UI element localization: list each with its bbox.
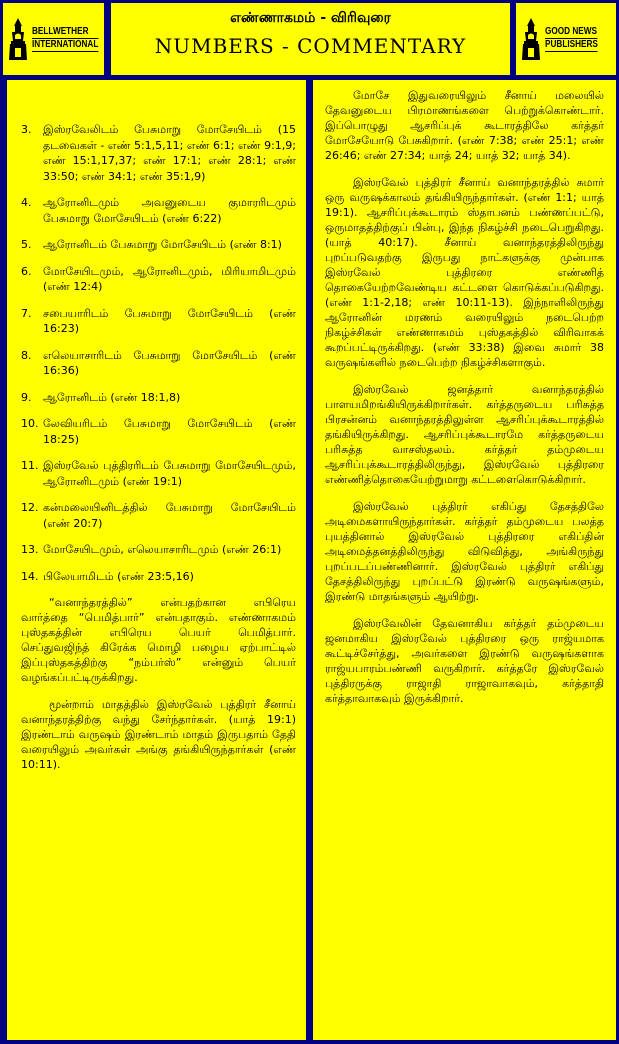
left-column [7,80,306,1040]
list-number: 11. [21,459,39,472]
header-title [111,3,510,75]
bellwether-logo [3,3,104,75]
list-number: 8. [21,348,32,362]
paragraph: மோசே இதுவரையிலும் சீனாய் மலையில் தேவனுடைய பிரமாணங்களை பெற்றுக்கொண்டார். இப்பொழுது ஆசரிப்புக் கூடாரத்திலே கர்த்தர் மோசேயோடு பேசுகிறார். (எண் 7:38; எண் 25:1; எண் 26:46; எண் 27:34; யாத் 24; யாத் 32; யாத் 34). [325,89,604,162]
list-text: ஆரோனிடம் பேசுமாறு மோசேயிடம் (எண் 8:1) [43,238,282,251]
list-number: 12. [21,501,39,514]
list-number: 7. [21,306,32,320]
numbered-list [21,122,296,584]
list-text: மோசேயிடமும், எலெயாசாரிடமும் (எண் 26:1) [43,543,282,556]
bell-tower-icon [520,17,542,61]
list-number: 9. [21,390,32,404]
list-item [21,306,296,337]
paragraph: இஸ்ரவேல் புத்திரர் சீனாய் வனாந்தரத்தில் சுமார் ஒரு வருஷக்காலம் தங்கியிருந்தார்கள். (எண் 1:1; யாத் 19:1). ஆசரிப்புக்கூடாரம் ஸ்தாபனம் பண்ணப்பட்டு, ஒருமாதத்திற்குப் பின்பு, இந்த நிகழ்ச்சி நடைபெறுகிறது. (யாத் 40:17). சீனாய் வனாந்தரத்திலிருந்து புறப்படுவதற்கு இருபது நாட்களுக்கு முன்பாக இஸ்ரவேல் புத்திரரை எண்ணித் தொகையேற்றவேண்டிய கட்டளை கொடுக்கப்படுகிறது. (எண் 1:1-2,18; எண் 10:11-13). இந்நாளிலிருந்து ஆரோனின் மரணம் வரையிலும் நடைபெற்ற நிகழ்ச்சிகள் எண்ணாகமம் புஸ்தகத்தில் விரிவாகக் கூறப்பட்டிருக்கிறது. (எண் 33:38) இவை சுமார் 38 வருஷங்களில் நடைபெற்ற நிகழ்ச்சிகளாகும். [325,176,604,369]
bell-tower-icon [7,17,29,61]
paragraph: இஸ்ரவேல் புத்திரர் எகிப்து தேசத்திலே அடிமைகளாயிருந்தார்கள். கர்த்தர் தம்முடைய பலத்த புயத்தினால் இஸ்ரவேல் புத்திரரை எகிப்தின் அடிமைத்தனத்திலிருந்து விடுவித்து, அங்கிருந்து புறப்படப்பண்ணினார். இஸ்ரவேல் புத்திரர் எகிப்து தேசத்திலிருந்து புறப்பட்டு இரண்டு வருஷங்களும், இரண்டு மாதங்களும் ஆயிற்று. [325,500,604,603]
list-text: கன்மலையினிடத்தில் பேசுமாறு மோசேயிடம் (எண் 20:7) [43,501,296,530]
list-text: மோசேயிடமும், ஆரோனிடமும், மிரியாமிடமும் (எண் 12:4) [43,264,296,293]
list-number: 14. [21,569,39,583]
list-item [21,122,296,184]
list-number: 3. [21,123,32,136]
left-logo-line2: INTERNATIONAL [32,39,99,50]
list-text: லேவியரிடம் பேசுமாறு மோசேயிடம் (எண் 18:25) [43,417,296,446]
list-item [21,264,296,295]
list-item [21,237,296,253]
list-text: சபையாரிடம் பேசுமாறு மோசேயிடம் (எண் 16:23) [43,306,296,335]
paragraph: இஸ்ரவேலின் தேவனாகிய கர்த்தர் தம்முடைய ஜனமாகிய இஸ்ரவேல் புத்திரரை ஒரு ராஜ்யமாக கூட்டிச்சேர்த்து, அவர்களை இரண்டு வருஷங்களாக ராஜ்யபாரம்பண்ணி வருகிறார். கர்த்தரே இஸ்ரவேல் புத்திரருக்கு ராஜாதி ராஜாவாகவும், கர்த்தாதி கர்த்தாவாகவும் இருக்கிறார். [325,617,604,705]
list-item [21,542,296,558]
paragraph: “வனாந்தரத்தில்” என்பதற்கான எபிரெய வார்த்தை “பெமித்பார்” என்பதாகும். எண்ணாகமம் புஸ்தகத்தின் எபிரெய பெயர் பெமித்பார். செப்துவஜிந்த் கிரேக்க மொழி பழைய ஏற்பாட்டில் இப்புஸ்தகத்திற்கு “நம்பர்ஸ்” என்னும் பெயர் வழங்கப்பட்டிருக்கிறது. [21,596,296,684]
list-number: 13. [21,543,39,556]
list-item [21,500,296,531]
list-text: இஸ்ரவேலிடம் பேசுமாறு மோசேயிடம் (15 தடவைகள் - எண் 5:1,5,11; எண் 6:1; எண் 9:1,9; எண் 15:1,17,37; எண் 17:1; எண் 28:1; எண் 33:50; எண் 34:1; எண் 35:1,9) [43,123,296,183]
list-text: எலெயாசாரிடம் பேசுமாறு மோசேயிடம் (எண் 16:36) [43,348,296,377]
list-number: 5. [21,238,32,251]
good-news-logo [516,3,616,75]
list-number: 10. [21,417,39,430]
list-text: பிலேயாமிடம் (எண் 23:5,16) [43,569,194,583]
list-text: ஆரோனிடம் (எண் 18:1,8) [43,390,181,404]
right-column [313,80,616,1040]
list-text: ஆரோனிடமும் அவனுடைய குமாரரிடமும் பேசுமாறு மோசேயிடம் (எண் 6:22) [43,196,296,225]
right-logo-panel [516,3,616,75]
list-item [21,195,296,226]
list-item [21,416,296,447]
title-english: NUMBERS - COMMENTARY [154,34,467,58]
right-logo-line2: PUBLISHERS [545,39,598,50]
title-tamil: எண்ணாகமம் - விரிவுரை [230,10,391,26]
list-item [21,458,296,489]
right-logo-line1: GOOD NEWS [545,26,597,37]
left-logo-line1: BELLWETHER [32,26,98,39]
left-logo-panel [3,3,104,75]
list-item [21,348,296,379]
paragraph: இஸ்ரவேல் ஜனத்தார் வனாந்தரத்தில் பாளயமிறங்கியிருக்கிறார்கள். கர்த்தருடைய பரிசுத்த பிரசன்னம் வனாந்தரத்திலுள்ள ஆசரிப்புக்கூடாரத்தில் தங்கியிருக்கிறது. ஆசரிப்புக்கூடாரமே கர்த்தருடைய பரிசுத்த வாசஸ்தலம். கர்த்தர் தம்முடைய ஆசரிப்புக்கூடாரத்திலிருந்து, இஸ்ரவேல் புத்திரரை எண்ணித்தொகையேற்றுமாறு கட்டளைகொடுக்கிறார். [325,383,604,486]
list-number: 4. [21,196,32,209]
list-number: 6. [21,264,32,278]
list-item [21,569,296,585]
paragraph: மூன்றாம் மாதத்தில் இஸ்ரவேல் புத்திரர் சீனாய் வனாந்தரத்திற்கு வந்து சேர்ந்தார்கள். (யாத் 19:1) இரண்டாம் வருஷம் இரண்டாம் மாதம் இருபதாம் தேதி வரையிலும் அவர்கள் அங்கு தங்கியிருந்தார்கள் (எண் 10:11). [21,698,296,771]
list-text: இஸ்ரவேல் புத்திரரிடம் பேசுமாறு மோசேயிடமும், ஆரோனிடமும் (எண் 19:1) [43,459,296,488]
list-item [21,390,296,406]
